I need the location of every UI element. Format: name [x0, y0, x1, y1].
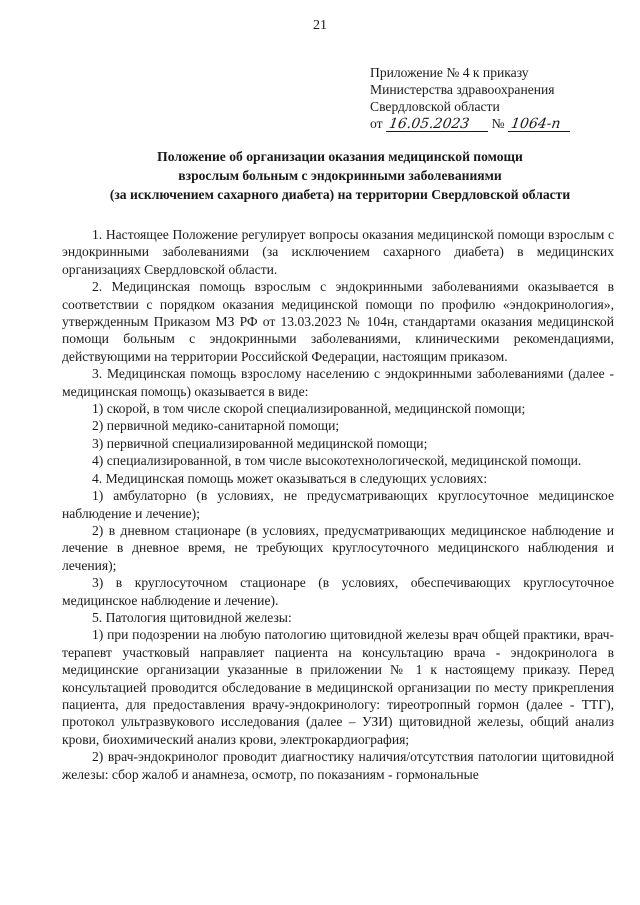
- paragraph: 3. Медицинская помощь взрослому населению с эндокринными заболеваниями (далее - медицинская помощь) оказывается в виде:: [62, 366, 614, 399]
- appendix-date-row: [370, 115, 620, 132]
- paragraph: 2) в дневном стационаре (в условиях, предусматривающих медицинское наблюдение и лечение в дневное время, не требующих круглосуточного медицинского наблюдения и лечения);: [62, 522, 614, 573]
- handwritten-date: 16.05.2023: [386, 117, 490, 132]
- paragraph: 5. Патология щитовидной железы:: [92, 609, 292, 625]
- number-sign: №: [491, 116, 505, 131]
- paragraph: 3) первичной специализированной медицинской помощи;: [92, 435, 428, 451]
- appendix-line: Приложение № 4 к приказу: [370, 65, 529, 80]
- document-body: [62, 226, 614, 783]
- appendix-header: [370, 64, 620, 132]
- date-prefix: от: [370, 116, 383, 131]
- paragraph: 4) специализированной, в том числе высокотехнологической, медицинской помощи.: [92, 453, 582, 469]
- paragraph: 2) первичной медико-санитарной помощи;: [92, 418, 340, 434]
- title-line: Положение об организации оказания медицинской помощи: [157, 149, 523, 164]
- paragraph: 4. Медицинская помощь может оказываться в следующих условиях:: [92, 470, 488, 486]
- paragraph: 1) амбулаторно (в условиях, не предусматривающих круглосуточное медицинское наблюдение и лечение);: [62, 488, 614, 521]
- paragraph: 1) при подозрении на любую патологию щитовидной железы врач общей практики, врач-терапевт участковый направляет пациента на консультацию врача - эндокринолога в медицинские организации указанные в приложении № 1 к настоящему приказу. Перед консультацией проводится обследование в медицинской организации по месту прикрепления пациента, для предоставления врачу-эндокринологу: тиреотропный гормон (далее - ТТГ), протокол ультразвукового исследования (далее – УЗИ) щитовидной железы, общий анализ крови, биохимический анализ крови, электрокардиография;: [62, 627, 614, 747]
- handwritten-number: 1064-п: [507, 117, 571, 132]
- title-line: взрослым больным с эндокринными заболеваниями: [178, 168, 502, 183]
- paragraph: 2. Медицинская помощь взрослым с эндокринными заболеваниями оказывается в соответствии с порядком оказания медицинской помощи по профилю «эндокринология», утвержденным Приказом МЗ РФ от 13.03.2023 № 104н, стандартами оказания медицинской помощи больным с эндокринными заболеваниями, клиническими рекомендациями, действующими на территории Российской Федерации, настоящим приказом.: [62, 279, 614, 364]
- paragraph: 1. Настоящее Положение регулирует вопросы оказания медицинской помощи взрослым с эндокринными заболеваниями (за исключением сахарного диабета) в медицинских организациях Свердловской области.: [62, 227, 614, 277]
- paragraph: 3) в круглосуточном стационаре (в условиях, обеспечивающих круглосуточное медицинское наблюдение и лечение).: [62, 575, 614, 608]
- title-line: (за исключением сахарного диабета) на территории Свердловской области: [109, 187, 571, 202]
- appendix-line: Свердловской области: [370, 99, 500, 114]
- document-title: [60, 147, 620, 204]
- paragraph: 2) врач-эндокринолог проводит диагностику наличия/отсутствия патологии щитовидной железы: сбор жалоб и анамнеза, осмотр, по показаниям - гормональные: [62, 749, 614, 782]
- page-number: 21: [313, 18, 327, 33]
- paragraph: 1) скорой, в том числе скорой специализированной, медицинской помощи;: [92, 401, 526, 417]
- appendix-line: Министерства здравоохранения: [370, 82, 555, 97]
